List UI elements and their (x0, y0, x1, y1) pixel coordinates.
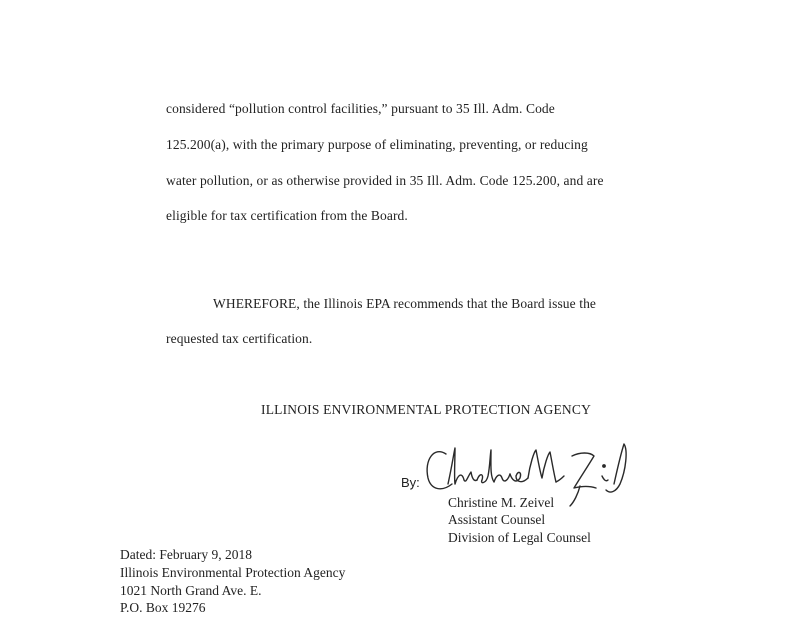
signer-division: Division of Legal Counsel (448, 530, 591, 545)
footer-po-box: P.O. Box 19276 (120, 600, 206, 615)
signer-title: Assistant Counsel (448, 512, 546, 527)
body-line-4: eligible for tax certification from the Board. (166, 208, 408, 223)
wherefore-line-2: requested tax certification. (166, 331, 313, 346)
by-label: By: (401, 475, 420, 490)
body-line-2: 125.200(a), with the primary purpose of eliminating, preventing, or reducing (166, 137, 588, 152)
agency-heading: ILLINOIS ENVIRONMENTAL PROTECTION AGENCY (261, 402, 592, 417)
body-line-1: considered “pollution control facilities,” pursuant to 35 Ill. Adm. Code (166, 101, 555, 116)
footer-address: 1021 North Grand Ave. E. (120, 583, 262, 598)
body-line-3: water pollution, or as otherwise provided in 35 Ill. Adm. Code 125.200, and are (166, 173, 604, 188)
footer-agency: Illinois Environmental Protection Agency (120, 565, 346, 580)
signer-name: Christine M. Zeivel (448, 495, 555, 510)
dated-line: Dated: February 9, 2018 (120, 547, 252, 562)
wherefore-line-1: WHEREFORE, the Illinois EPA recommends that the Board issue the (213, 296, 597, 311)
